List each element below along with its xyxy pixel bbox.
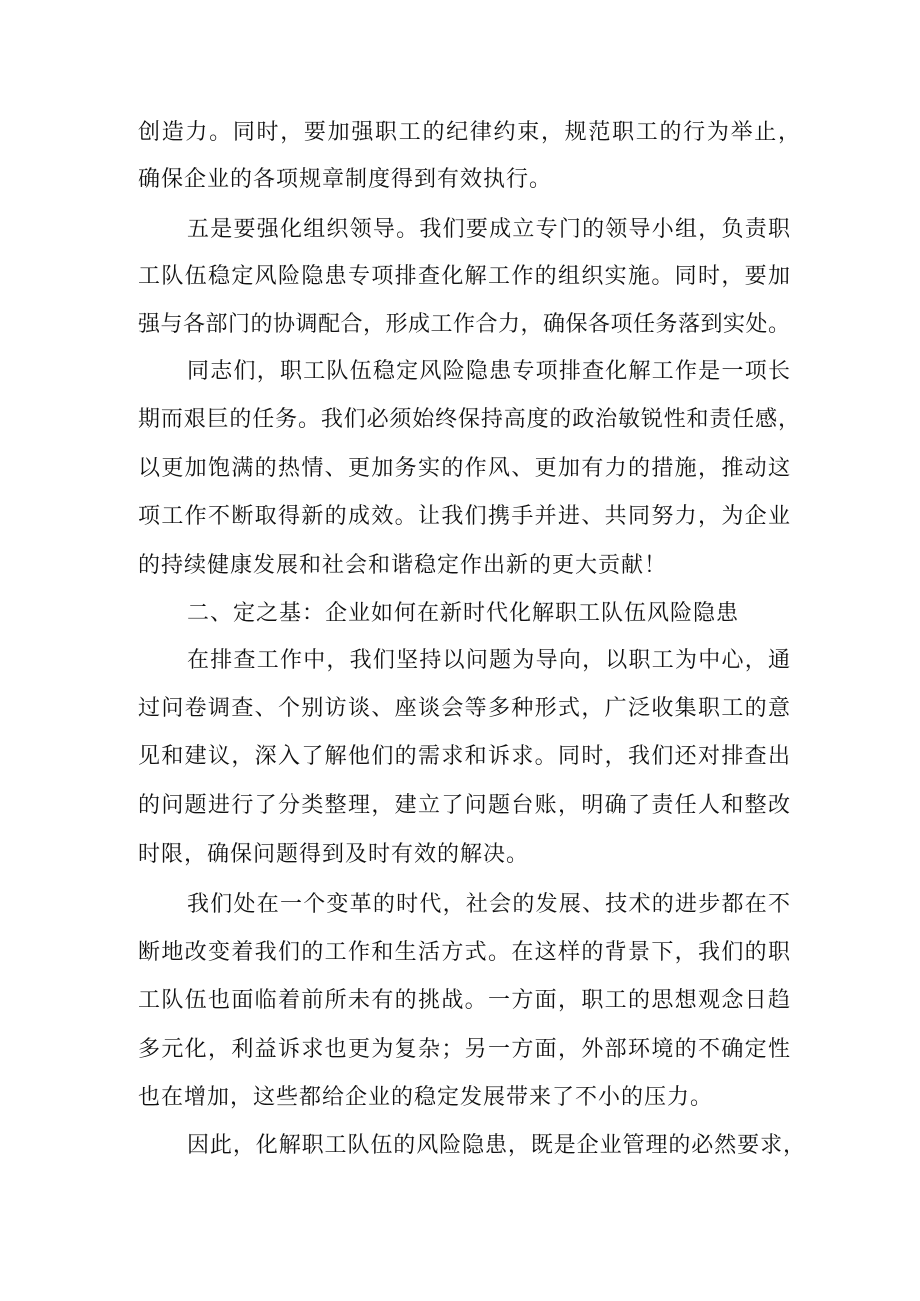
text-line: 过问卷调查、个别访谈、座谈会等多种形式，广泛收集职工的意 bbox=[138, 696, 790, 721]
text-line: 因此，化解职工队伍的风险隐患，既是企业管理的必然要求， bbox=[187, 1133, 805, 1158]
text-line: 同志们，职工队伍稳定风险隐患专项排查化解工作是一项长 bbox=[187, 359, 790, 384]
text-line: 期而艰巨的任务。我们必须始终保持高度的政治敏锐性和责任感， bbox=[138, 407, 800, 432]
text-line: 我们处在一个变革的时代，社会的发展、技术的进步都在不 bbox=[187, 892, 790, 917]
text-line: 工队伍稳定风险隐患专项排查化解工作的组织实施。同时，要加 bbox=[138, 264, 790, 289]
text-line: 见和建议，深入了解他们的需求和诉求。同时，我们还对排查出 bbox=[138, 744, 790, 769]
text-line: 的持续健康发展和社会和谐稳定作出新的更大贡献！ bbox=[138, 553, 668, 578]
text-line: 五是要强化组织领导。我们要成立专门的领导小组，负责职 bbox=[187, 217, 790, 242]
text-line: 二、定之基：企业如何在新时代化解职工队伍风险隐患 bbox=[187, 601, 740, 626]
text-line: 的问题进行了分类整理，建立了问题台账，明确了责任人和整改 bbox=[138, 793, 790, 818]
text-line: 时限，确保问题得到及时有效的解决。 bbox=[138, 842, 530, 867]
text-line: 多元化，利益诉求也更为复杂；另一方面，外部环境的不确定性 bbox=[138, 1037, 790, 1062]
text-line: 创造力。同时，要加强职工的纪律约束，规范职工的行为举止， bbox=[138, 120, 800, 145]
text-line: 断地改变着我们的工作和生活方式。在这样的背景下，我们的职 bbox=[138, 940, 790, 965]
text-line: 以更加饱满的热情、更加务实的作风、更加有力的措施，推动这 bbox=[138, 456, 790, 481]
text-line: 在排查工作中，我们坚持以问题为导向，以职工为中心，通 bbox=[187, 648, 790, 673]
text-line: 确保企业的各项规章制度得到有效执行。 bbox=[138, 167, 553, 192]
text-line: 项工作不断取得新的成效。让我们携手并进、共同努力，为企业 bbox=[138, 504, 790, 529]
text-line: 也在增加，这些都给企业的稳定发展带来了不小的压力。 bbox=[138, 1085, 714, 1110]
text-line: 强与各部门的协调配合，形成工作合力，确保各项任务落到实处。 bbox=[138, 312, 790, 337]
text-line: 工队伍也面临着前所未有的挑战。一方面，职工的思想观念日趋 bbox=[138, 988, 790, 1013]
